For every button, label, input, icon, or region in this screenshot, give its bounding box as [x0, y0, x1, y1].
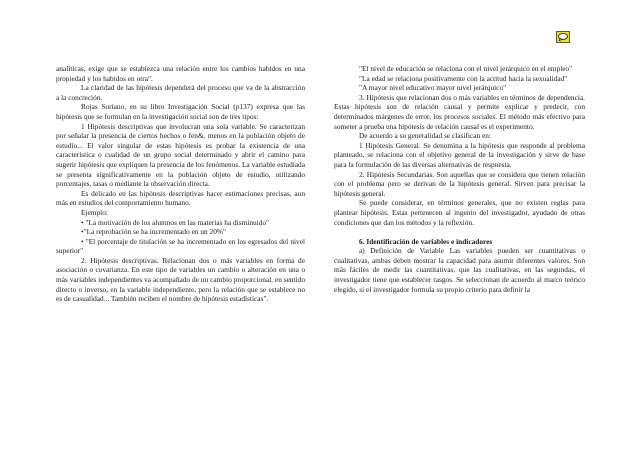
left-column [56, 64, 305, 304]
paragraph: a) Definición de Variable Las variables pueden ser cuantitativas o cualitativas, ambas deben mostrar la capacidad para asumir diferentes valores. Son más fáciles de medir las cuantitativas, que las cualitativas, en las segundas, el investigador tiene que establecer rasgos. Se seleccionan de acuerdo al marco teórico elegido, si el investigador formula su propio criterio para definir la [334, 246, 585, 294]
paragraph: Rojas Soriano, en su libro Investigación Social (p137) expresa que las hipótesis que se formulan en la investigación social son de tres tipos: [56, 102, 305, 121]
paragraph: Ejemplo: [81, 207, 108, 217]
paragraph: 3. Hipótesis que relacionan dos o más variables en términos de dependencia. Estas hipótesis son de relación causal y permite explicar y predecir, con determinados márgenes de error, los procesos sociales. El método más efectivo para someter a prueba una hipótesis de relación causal es el experimento. [334, 92, 585, 131]
paragraph: Se puede considerar, en términos generales, que no existen reglas para plantear hipótesis. Estas pertenecen al ingenio del investigador, ayudado de otras condiciones que dan los métodos y la reflexión. [334, 198, 585, 227]
paragraph: Es delicado en las hipótesis descriptivas hacer estimaciones precisas, aun más en estudios del comportamiento humano. [56, 188, 305, 208]
paragraph: "La edad se relaciona positivamente con la actitud hacia la sexualidad" [359, 73, 568, 83]
paragraph: 2. Hipótesis Secundarias. Son aquellas que se considera que tienen relación con el problema pero se derivan de la hipótesis general. Sirven para precisar la hipótesis general. [334, 169, 585, 198]
paragraph: 2. Hipótesis descriptivas. Relacionan dos o más variables en forma de asociación o covarianza. En este tipo de variables un cambio o alteración en una o más variables independientes va acompañado de un cambio proporcional, en sentido directo o inverso, en la variable independiente, pero la relación que se establece no es de casualidad... También reciben el nombre de hipótesis estadísticas". [56, 255, 305, 304]
paragraph: •"La reprobación se ha incrementado en un 20%" [81, 227, 226, 237]
paragraph: La claridad de las hipótesis dependerá del proceso que va de la abstracción a la concreción. [56, 83, 305, 102]
paragraph: 1 Hipótesis descriptivas que involucran una sola variable. Se caracterizan por señalar la presencia de ciertos hechos o fen&. menos en la población objeto de estudio... El valor singular de estas hipótesis es probar la existencia de una característica o cualidad de un grupo social determinado y abrir el camino para sugerir hipótesis que expliquen la presencia de los fenómenos. La variable estudiada se presenta significativamente en la población objeto de estudio, utilizando porcentajes, tasas o mediante la observación directa. [56, 121, 305, 189]
paragraph: 1 Hipótesis General. Se denomina a la hipótesis que responde al problema planteado, se relaciona con el objetivo general de la investigación y sirve de base para la formulación de las diversas alternativas de respuesta. [334, 140, 585, 169]
paragraph: De acuerdo a su generalidad se clasifican en: [359, 131, 491, 141]
right-column [334, 64, 585, 294]
paragraph: "El nivel de educación se relaciona con el nivel jerárquico en el empleo" [359, 64, 573, 73]
paragraph: analíticas, exige que se establezca una relación entre los cambios habidos en una propiedad y los habidos en otra". [56, 64, 305, 83]
section-heading: 6. Identificación de variables e indicadores [359, 236, 493, 246]
paragraph: • "El porcentaje de titulación se ha incrementado en los egresados del nivel superior" [56, 236, 305, 256]
speech-bubble-icon[interactable] [556, 31, 570, 43]
paragraph: • "La motivación de los alumnos en las materias ha disminuido" [81, 217, 270, 227]
paragraph: "A mayor nivel educativo mayor nivel jerárquico" [359, 83, 507, 93]
